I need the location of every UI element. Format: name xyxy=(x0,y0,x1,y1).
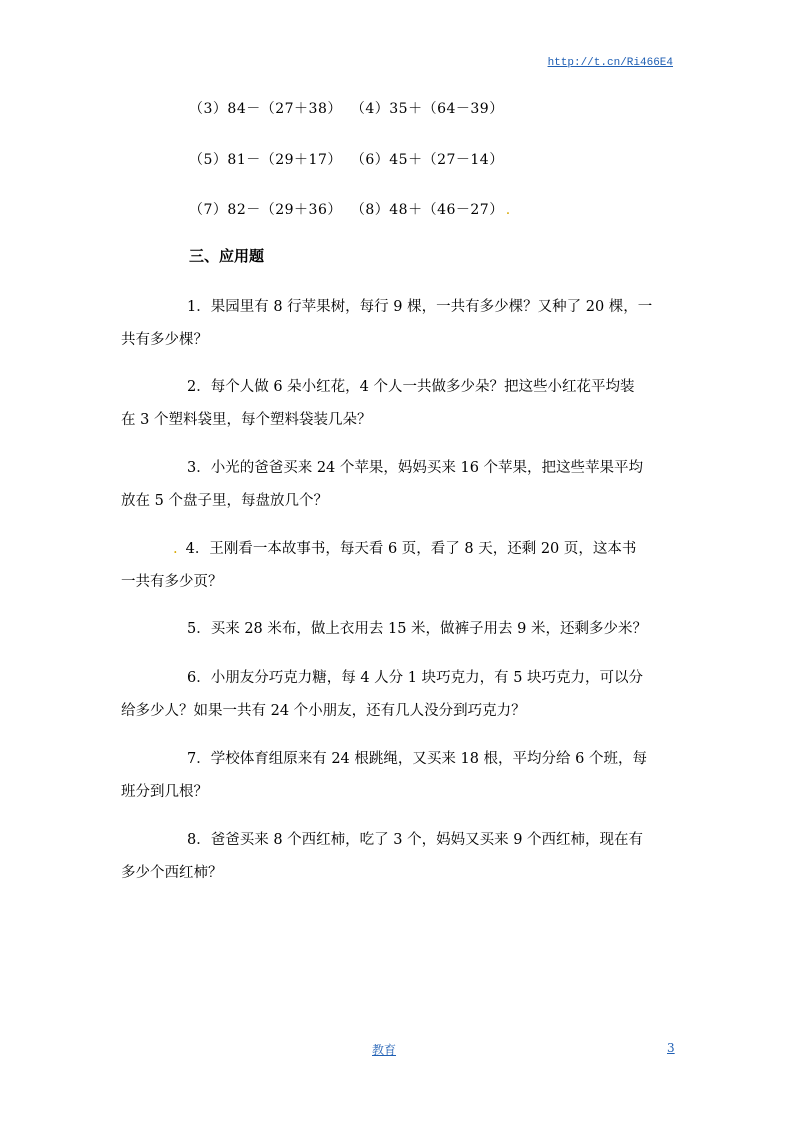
expression-item: （8）48＋（46－27） xyxy=(357,202,504,218)
problem-line: 放在 5 个盘子里，每盘放几个？ xyxy=(121,493,328,509)
problem-line: 班分到几根？ xyxy=(121,784,208,800)
expression-item: （7）82－（29＋36） xyxy=(189,202,342,218)
problem-item xyxy=(121,452,674,518)
expression-item: （4）35＋（64－39） xyxy=(357,101,504,117)
problem-item xyxy=(121,291,674,357)
problem-line: 2．每个人做 6 朵小红花，4 个人一共做多少朵？把这些小红花平均装 xyxy=(187,379,635,395)
problem-line: 给多少人？如果一共有 24 个小朋友，还有几人没分到巧克力？ xyxy=(121,703,526,719)
problem-item xyxy=(121,533,674,599)
problem-line: 5．买来 28 米布，做上衣用去 15 米，做裤子用去 9 米，还剩多少米？ xyxy=(187,621,648,637)
problem-item xyxy=(121,371,674,437)
problem-line: 多少个西红柿？ xyxy=(121,865,223,881)
problem-line: 一共有多少页？ xyxy=(121,574,223,590)
problem-line: 8．爸爸买来 8 个西红柿，吃了 3 个，妈妈又买来 9 个西红柿，现在有 xyxy=(187,832,644,848)
problem-text: 4．王刚看一本故事书，每天看 6 页，看了 8 天，还剩 20 页，这本书 xyxy=(185,541,637,557)
footer-link[interactable]: 教育 xyxy=(372,1043,397,1057)
problem-line: 1．果园里有 8 行苹果树，每行 9 棵，一共有多少棵？又种了 20 棵，一 xyxy=(187,299,653,315)
page-number[interactable]: 3 xyxy=(667,1041,675,1055)
expression-row xyxy=(189,199,511,219)
expression-row xyxy=(189,98,504,118)
section-title: 三、应用题 xyxy=(189,247,265,265)
expression-row xyxy=(189,149,504,169)
expression-item: （6）45＋（27－14） xyxy=(357,152,504,168)
problem-line: 共有多少棵？ xyxy=(121,332,208,348)
expression-item: （5）81－（29＋17） xyxy=(189,152,342,168)
problem-line: 6．小朋友分巧克力糖，每 4 人分 1 块巧克力，有 5 块巧克力，可以分 xyxy=(187,670,644,686)
problem-item xyxy=(121,743,674,809)
problem-line: 7．学校体育组原来有 24 根跳绳，又买来 18 根，平均分给 6 个班，每 xyxy=(187,751,648,767)
decorative-dot: . xyxy=(505,202,511,218)
decorative-dot: . xyxy=(173,541,178,557)
problem-item xyxy=(121,662,674,728)
problem-item xyxy=(121,824,674,890)
problem-line: 在 3 个塑料袋里，每个塑料袋装几朵？ xyxy=(121,412,372,428)
problem-item xyxy=(121,613,674,646)
header-link[interactable]: http://t.cn/Ri466E4 xyxy=(547,57,673,69)
problem-line xyxy=(121,533,674,566)
problem-line: 3．小光的爸爸买来 24 个苹果，妈妈买来 16 个苹果，把这些苹果平均 xyxy=(187,460,644,476)
expression-item: （3）84－（27＋38） xyxy=(189,101,342,117)
